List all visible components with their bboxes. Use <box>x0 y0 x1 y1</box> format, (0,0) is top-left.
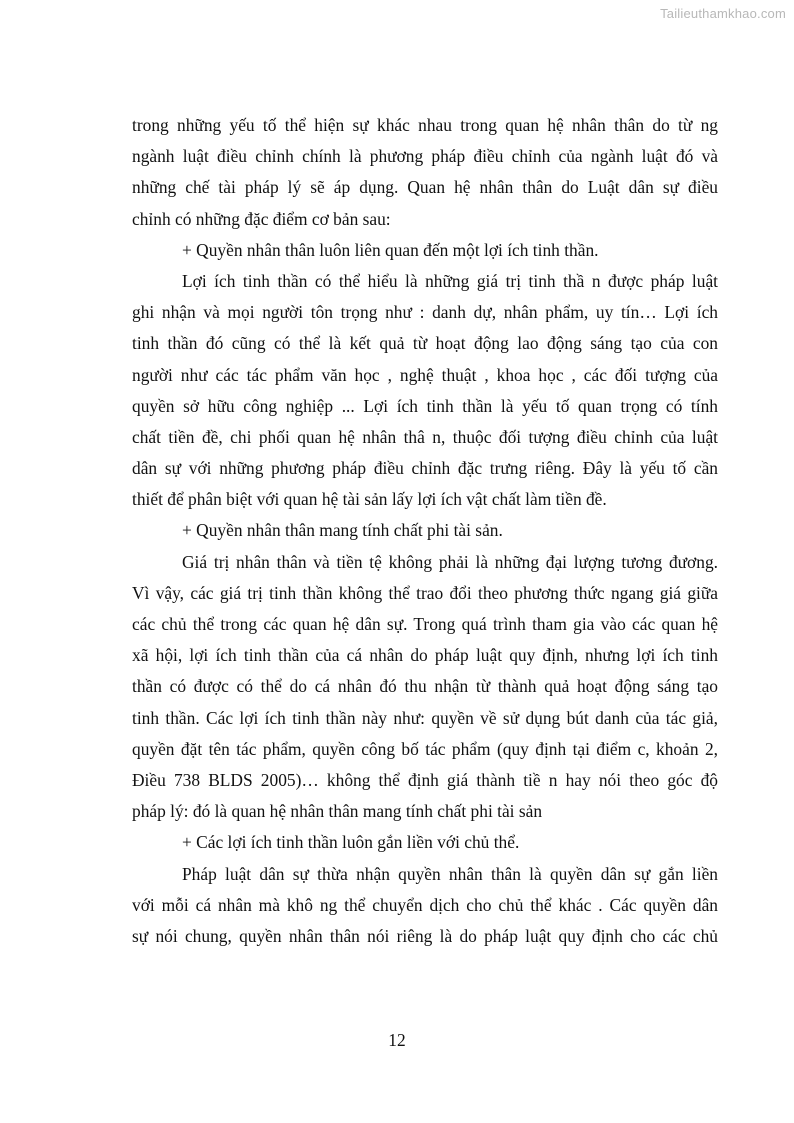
text-line: Điều 738 BLDS 2005)… không thể định giá thành tiề n hay nói theo góc độ <box>132 769 718 790</box>
paragraph-first-line: Lợi ích tinh thần có thể hiểu là những giá trị tinh thầ n được pháp luật <box>182 270 718 291</box>
page-number: 12 <box>388 1030 406 1050</box>
text-line: tinh thần đó cũng có thể là kết quả từ hoạt động lao động sáng tạo của con <box>132 333 718 354</box>
text-line: chất tiền đề, chi phối quan hệ nhân thâ n, thuộc đối tượng điều chỉnh của luật <box>132 426 718 447</box>
text-line: với mỗi cá nhân mà khô ng thể chuyển dịch cho chủ thể khác . Các quyền dân <box>132 894 718 915</box>
text-line: pháp lý: đó là quan hệ nhân thân mang tính chất phi tài sản <box>132 801 543 822</box>
text-line: ghi nhận và mọi người tôn trọng như : danh dự, nhân phẩm, uy tín… Lợi ích <box>132 302 718 323</box>
text-line: dân sự với những phương pháp điều chỉnh đặc trưng riêng. Đây là yếu tố cần <box>132 458 718 479</box>
text-line: người như các tác phẩm văn học , nghệ thuật , khoa học , các đối tượng của <box>132 364 718 385</box>
text-line: trong những yếu tố thể hiện sự khác nhau trong quan hệ nhân thân do từ ng <box>132 115 718 135</box>
paragraph-first-line: Giá trị nhân thân và tiền tệ không phải là những đại lượng tương đương. <box>182 551 718 572</box>
text-line: sự nói chung, quyền nhân thân nói riêng là do pháp luật quy định cho các chủ <box>132 925 718 946</box>
bullet-line: + Các lợi ích tinh thần luôn gắn liền với chủ thể. <box>182 832 520 853</box>
text-line: thần có được có thể do cá nhân đó thu nhận từ thành quả hoạt động sáng tạo <box>132 676 718 697</box>
text-line: Vì vậy, các giá trị tinh thần không thể trao đổi theo phương thức ngang giá giữa <box>132 582 718 603</box>
bullet-line: + Quyền nhân thân luôn liên quan đến một lợi ích tinh thần. <box>182 239 599 260</box>
text-line: quyền sở hữu công nghiệp ... Lợi ích tinh thần là yếu tố quan trọng có tính <box>132 395 718 416</box>
text-line: thiết để phân biệt với quan hệ tài sản lấy lợi ích vật chất làm tiền đề. <box>132 489 607 510</box>
text-line: tinh thần. Các lợi ích tinh thần này như: quyền về sử dụng bút danh của tác giả, <box>132 707 718 728</box>
text-line: chỉnh có những đặc điểm cơ bản sau: <box>132 208 391 229</box>
text-line: những chế tài pháp lý sẽ áp dụng. Quan hệ nhân thân do Luật dân sự điều <box>132 177 718 198</box>
text-line: quyền đặt tên tác phẩm, quyền công bố tác phẩm (quy định tại điểm c, khoản 2, <box>132 738 718 759</box>
document-body <box>132 110 718 952</box>
bullet-line: + Quyền nhân thân mang tính chất phi tài sản. <box>182 520 503 541</box>
watermark-text: Tailieuthamkhao.com <box>660 6 786 21</box>
text-line: xã hội, lợi ích tinh thần của cá nhân do pháp luật quy định, nhưng lợi ích tinh <box>132 645 718 666</box>
text-line: các chủ thể trong các quan hệ dân sự. Trong quá trình tham gia vào các quan hệ <box>132 614 718 634</box>
text-line: ngành luật điều chỉnh chính là phương pháp điều chỉnh của ngành luật đó và <box>132 146 718 167</box>
paragraph-first-line: Pháp luật dân sự thừa nhận quyền nhân thân là quyền dân sự gắn liền <box>182 863 718 884</box>
